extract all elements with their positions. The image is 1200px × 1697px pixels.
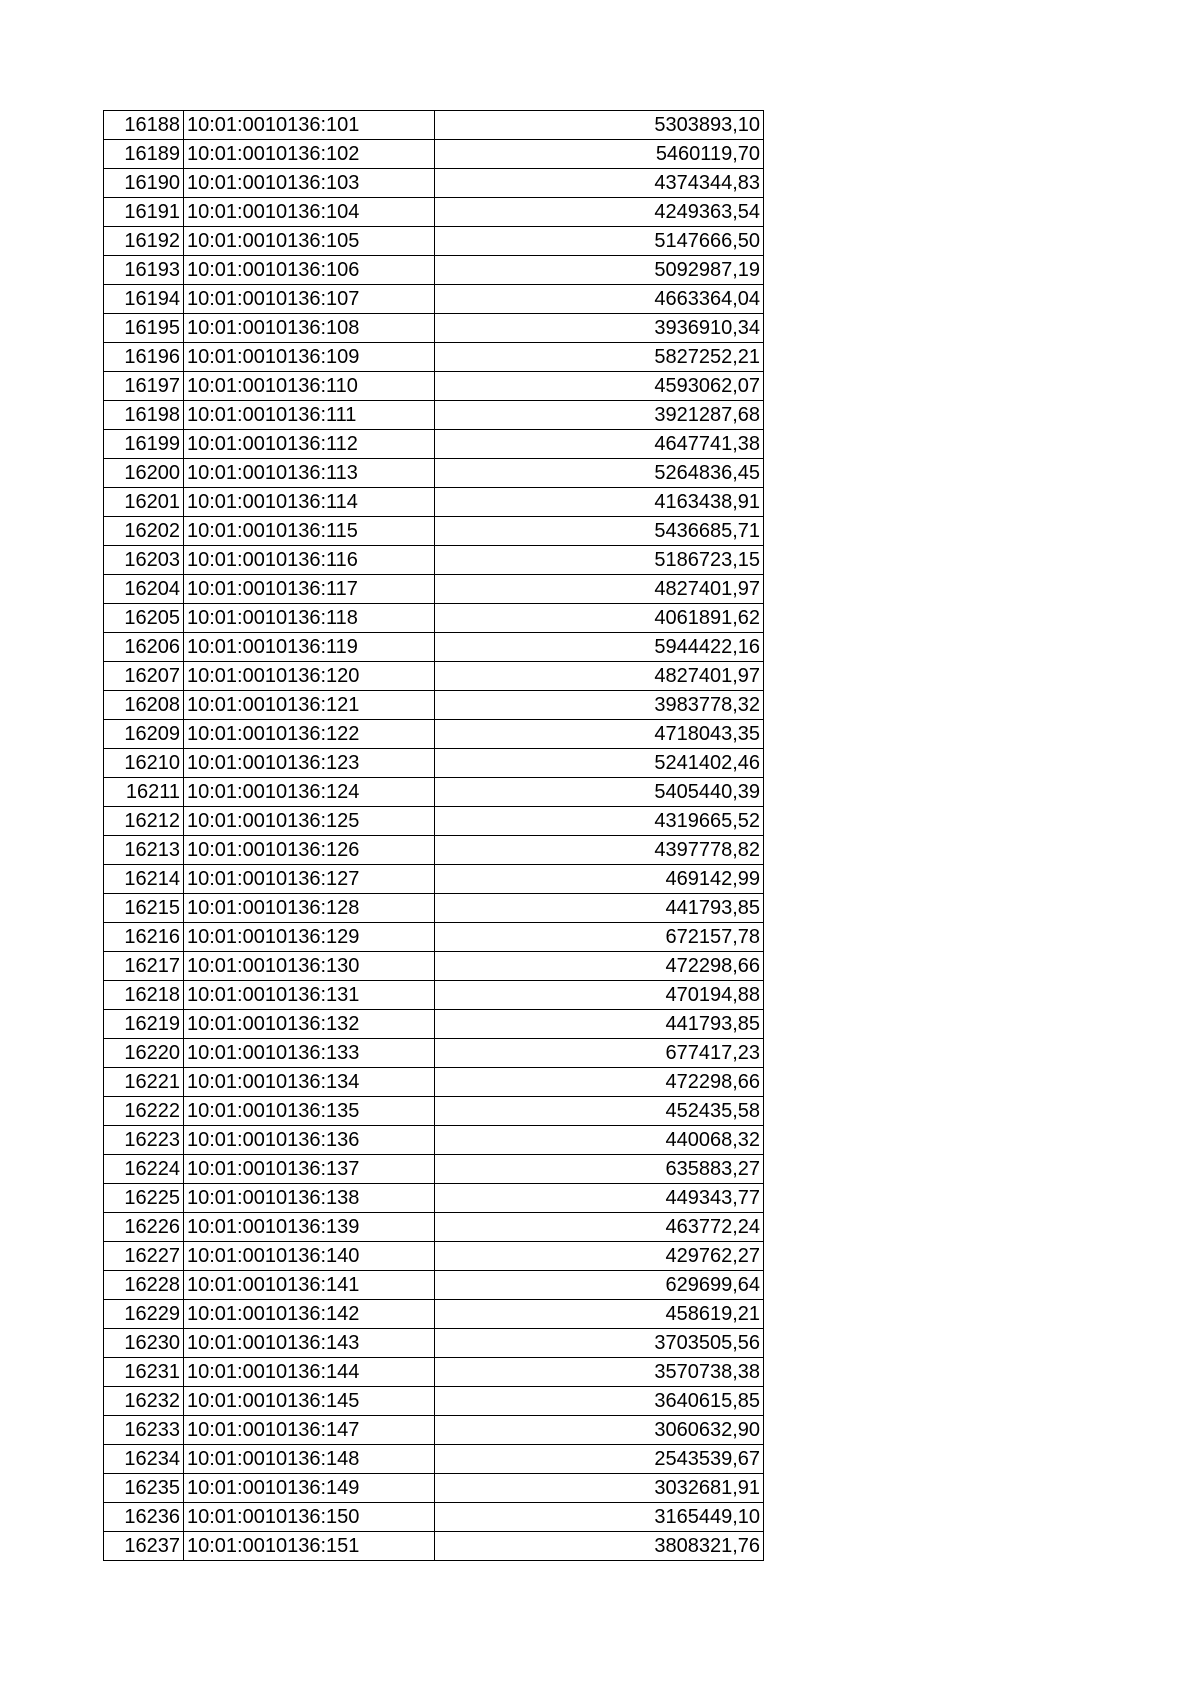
cadastral-number-cell: 10:01:0010136:142 xyxy=(184,1300,435,1329)
value-cell: 4593062,07 xyxy=(435,372,764,401)
cadastral-number-cell: 10:01:0010136:116 xyxy=(184,546,435,575)
value-cell: 3921287,68 xyxy=(435,401,764,430)
value-cell: 458619,21 xyxy=(435,1300,764,1329)
row-number-cell: 16237 xyxy=(104,1532,184,1561)
row-number-cell: 16223 xyxy=(104,1126,184,1155)
row-number-cell: 16228 xyxy=(104,1271,184,1300)
value-cell: 3640615,85 xyxy=(435,1387,764,1416)
row-number-cell: 16189 xyxy=(104,140,184,169)
cadastral-number-cell: 10:01:0010136:150 xyxy=(184,1503,435,1532)
value-cell: 3808321,76 xyxy=(435,1532,764,1561)
table-row xyxy=(104,836,764,865)
table-row xyxy=(104,1068,764,1097)
table-row xyxy=(104,575,764,604)
table-row xyxy=(104,633,764,662)
value-cell: 5303893,10 xyxy=(435,111,764,140)
table-row xyxy=(104,169,764,198)
table-row xyxy=(104,285,764,314)
value-cell: 4249363,54 xyxy=(435,198,764,227)
cadastral-number-cell: 10:01:0010136:139 xyxy=(184,1213,435,1242)
value-cell: 429762,27 xyxy=(435,1242,764,1271)
table-row xyxy=(104,1532,764,1561)
cadastral-number-cell: 10:01:0010136:136 xyxy=(184,1126,435,1155)
cadastral-number-cell: 10:01:0010136:134 xyxy=(184,1068,435,1097)
value-cell: 5827252,21 xyxy=(435,343,764,372)
cadastral-number-cell: 10:01:0010136:114 xyxy=(184,488,435,517)
row-number-cell: 16200 xyxy=(104,459,184,488)
value-cell: 3032681,91 xyxy=(435,1474,764,1503)
cadastral-number-cell: 10:01:0010136:120 xyxy=(184,662,435,691)
value-cell: 5147666,50 xyxy=(435,227,764,256)
value-cell: 5092987,19 xyxy=(435,256,764,285)
cadastral-number-cell: 10:01:0010136:115 xyxy=(184,517,435,546)
value-cell: 470194,88 xyxy=(435,981,764,1010)
row-number-cell: 16194 xyxy=(104,285,184,314)
row-number-cell: 16226 xyxy=(104,1213,184,1242)
table-body xyxy=(104,111,764,1561)
table-row xyxy=(104,1097,764,1126)
value-cell: 463772,24 xyxy=(435,1213,764,1242)
row-number-cell: 16192 xyxy=(104,227,184,256)
table-row xyxy=(104,1039,764,1068)
table-row xyxy=(104,662,764,691)
row-number-cell: 16221 xyxy=(104,1068,184,1097)
table-row xyxy=(104,1155,764,1184)
row-number-cell: 16202 xyxy=(104,517,184,546)
table-row xyxy=(104,865,764,894)
value-cell: 3936910,34 xyxy=(435,314,764,343)
table-row xyxy=(104,981,764,1010)
value-cell: 452435,58 xyxy=(435,1097,764,1126)
cadastral-number-cell: 10:01:0010136:127 xyxy=(184,865,435,894)
value-cell: 472298,66 xyxy=(435,1068,764,1097)
value-cell: 4319665,52 xyxy=(435,807,764,836)
row-number-cell: 16210 xyxy=(104,749,184,778)
row-number-cell: 16203 xyxy=(104,546,184,575)
cadastral-number-cell: 10:01:0010136:129 xyxy=(184,923,435,952)
cadastral-number-cell: 10:01:0010136:133 xyxy=(184,1039,435,1068)
value-cell: 672157,78 xyxy=(435,923,764,952)
value-cell: 5405440,39 xyxy=(435,778,764,807)
value-cell: 4163438,91 xyxy=(435,488,764,517)
cadastral-number-cell: 10:01:0010136:110 xyxy=(184,372,435,401)
value-cell: 441793,85 xyxy=(435,1010,764,1039)
value-cell: 4663364,04 xyxy=(435,285,764,314)
row-number-cell: 16217 xyxy=(104,952,184,981)
value-cell: 469142,99 xyxy=(435,865,764,894)
cadastral-number-cell: 10:01:0010136:151 xyxy=(184,1532,435,1561)
table-row xyxy=(104,1213,764,1242)
table-row xyxy=(104,430,764,459)
value-cell: 3165449,10 xyxy=(435,1503,764,1532)
row-number-cell: 16205 xyxy=(104,604,184,633)
table-row xyxy=(104,1329,764,1358)
row-number-cell: 16196 xyxy=(104,343,184,372)
table-row xyxy=(104,372,764,401)
table-row xyxy=(104,517,764,546)
row-number-cell: 16235 xyxy=(104,1474,184,1503)
value-cell: 4827401,97 xyxy=(435,575,764,604)
cadastral-number-cell: 10:01:0010136:117 xyxy=(184,575,435,604)
table-row xyxy=(104,778,764,807)
row-number-cell: 16216 xyxy=(104,923,184,952)
table-row xyxy=(104,691,764,720)
row-number-cell: 16232 xyxy=(104,1387,184,1416)
row-number-cell: 16209 xyxy=(104,720,184,749)
row-number-cell: 16225 xyxy=(104,1184,184,1213)
value-cell: 3570738,38 xyxy=(435,1358,764,1387)
data-table xyxy=(103,110,764,1561)
table-row xyxy=(104,1416,764,1445)
cadastral-number-cell: 10:01:0010136:130 xyxy=(184,952,435,981)
table-row xyxy=(104,894,764,923)
cadastral-number-cell: 10:01:0010136:138 xyxy=(184,1184,435,1213)
value-cell: 440068,32 xyxy=(435,1126,764,1155)
row-number-cell: 16199 xyxy=(104,430,184,459)
value-cell: 472298,66 xyxy=(435,952,764,981)
value-cell: 5944422,16 xyxy=(435,633,764,662)
table-row xyxy=(104,459,764,488)
value-cell: 5436685,71 xyxy=(435,517,764,546)
table-row xyxy=(104,546,764,575)
cadastral-number-cell: 10:01:0010136:123 xyxy=(184,749,435,778)
value-cell: 441793,85 xyxy=(435,894,764,923)
row-number-cell: 16198 xyxy=(104,401,184,430)
row-number-cell: 16215 xyxy=(104,894,184,923)
value-cell: 2543539,67 xyxy=(435,1445,764,1474)
row-number-cell: 16233 xyxy=(104,1416,184,1445)
table-row xyxy=(104,1387,764,1416)
row-number-cell: 16211 xyxy=(104,778,184,807)
cadastral-number-cell: 10:01:0010136:119 xyxy=(184,633,435,662)
value-cell: 4827401,97 xyxy=(435,662,764,691)
row-number-cell: 16206 xyxy=(104,633,184,662)
row-number-cell: 16204 xyxy=(104,575,184,604)
value-cell: 4061891,62 xyxy=(435,604,764,633)
row-number-cell: 16234 xyxy=(104,1445,184,1474)
cadastral-number-cell: 10:01:0010136:147 xyxy=(184,1416,435,1445)
row-number-cell: 16231 xyxy=(104,1358,184,1387)
row-number-cell: 16224 xyxy=(104,1155,184,1184)
table-row xyxy=(104,111,764,140)
cadastral-number-cell: 10:01:0010136:108 xyxy=(184,314,435,343)
cadastral-number-cell: 10:01:0010136:125 xyxy=(184,807,435,836)
table-row xyxy=(104,488,764,517)
cadastral-number-cell: 10:01:0010136:128 xyxy=(184,894,435,923)
row-number-cell: 16207 xyxy=(104,662,184,691)
row-number-cell: 16220 xyxy=(104,1039,184,1068)
table-row xyxy=(104,923,764,952)
table-row xyxy=(104,749,764,778)
row-number-cell: 16218 xyxy=(104,981,184,1010)
table-row xyxy=(104,1242,764,1271)
table-row xyxy=(104,256,764,285)
table-row xyxy=(104,1300,764,1329)
value-cell: 3983778,32 xyxy=(435,691,764,720)
cadastral-number-cell: 10:01:0010136:106 xyxy=(184,256,435,285)
cadastral-number-cell: 10:01:0010136:132 xyxy=(184,1010,435,1039)
value-cell: 4397778,82 xyxy=(435,836,764,865)
table-row xyxy=(104,343,764,372)
cadastral-number-cell: 10:01:0010136:148 xyxy=(184,1445,435,1474)
cadastral-number-cell: 10:01:0010136:143 xyxy=(184,1329,435,1358)
cadastral-number-cell: 10:01:0010136:111 xyxy=(184,401,435,430)
row-number-cell: 16222 xyxy=(104,1097,184,1126)
value-cell: 5264836,45 xyxy=(435,459,764,488)
table-row xyxy=(104,807,764,836)
table-row xyxy=(104,1445,764,1474)
row-number-cell: 16227 xyxy=(104,1242,184,1271)
cadastral-number-cell: 10:01:0010136:112 xyxy=(184,430,435,459)
cadastral-number-cell: 10:01:0010136:124 xyxy=(184,778,435,807)
row-number-cell: 16191 xyxy=(104,198,184,227)
row-number-cell: 16219 xyxy=(104,1010,184,1039)
row-number-cell: 16197 xyxy=(104,372,184,401)
value-cell: 449343,77 xyxy=(435,1184,764,1213)
table-row xyxy=(104,1358,764,1387)
cadastral-number-cell: 10:01:0010136:141 xyxy=(184,1271,435,1300)
row-number-cell: 16212 xyxy=(104,807,184,836)
table-row xyxy=(104,1503,764,1532)
row-number-cell: 16236 xyxy=(104,1503,184,1532)
cadastral-number-cell: 10:01:0010136:113 xyxy=(184,459,435,488)
table-row xyxy=(104,952,764,981)
cadastral-number-cell: 10:01:0010136:107 xyxy=(184,285,435,314)
row-number-cell: 16208 xyxy=(104,691,184,720)
row-number-cell: 16188 xyxy=(104,111,184,140)
value-cell: 5460119,70 xyxy=(435,140,764,169)
table-row xyxy=(104,314,764,343)
cadastral-number-cell: 10:01:0010136:118 xyxy=(184,604,435,633)
table-row xyxy=(104,1126,764,1155)
row-number-cell: 16193 xyxy=(104,256,184,285)
table-row xyxy=(104,1474,764,1503)
cadastral-number-cell: 10:01:0010136:103 xyxy=(184,169,435,198)
value-cell: 3703505,56 xyxy=(435,1329,764,1358)
cadastral-number-cell: 10:01:0010136:109 xyxy=(184,343,435,372)
table-row xyxy=(104,227,764,256)
value-cell: 3060632,90 xyxy=(435,1416,764,1445)
value-cell: 677417,23 xyxy=(435,1039,764,1068)
table-row xyxy=(104,1271,764,1300)
cadastral-number-cell: 10:01:0010136:102 xyxy=(184,140,435,169)
row-number-cell: 16213 xyxy=(104,836,184,865)
table-row xyxy=(104,1184,764,1213)
cadastral-number-cell: 10:01:0010136:104 xyxy=(184,198,435,227)
table-row xyxy=(104,720,764,749)
value-cell: 4374344,83 xyxy=(435,169,764,198)
cadastral-number-cell: 10:01:0010136:135 xyxy=(184,1097,435,1126)
row-number-cell: 16229 xyxy=(104,1300,184,1329)
table-row xyxy=(104,1010,764,1039)
row-number-cell: 16190 xyxy=(104,169,184,198)
cadastral-number-cell: 10:01:0010136:121 xyxy=(184,691,435,720)
cadastral-number-cell: 10:01:0010136:101 xyxy=(184,111,435,140)
cadastral-number-cell: 10:01:0010136:122 xyxy=(184,720,435,749)
row-number-cell: 16195 xyxy=(104,314,184,343)
cadastral-number-cell: 10:01:0010136:144 xyxy=(184,1358,435,1387)
cadastral-number-cell: 10:01:0010136:145 xyxy=(184,1387,435,1416)
row-number-cell: 16201 xyxy=(104,488,184,517)
value-cell: 4647741,38 xyxy=(435,430,764,459)
row-number-cell: 16214 xyxy=(104,865,184,894)
table-row xyxy=(104,401,764,430)
table-row xyxy=(104,198,764,227)
cadastral-number-cell: 10:01:0010136:137 xyxy=(184,1155,435,1184)
table-row xyxy=(104,604,764,633)
value-cell: 635883,27 xyxy=(435,1155,764,1184)
cadastral-number-cell: 10:01:0010136:131 xyxy=(184,981,435,1010)
value-cell: 629699,64 xyxy=(435,1271,764,1300)
value-cell: 5241402,46 xyxy=(435,749,764,778)
cadastral-number-cell: 10:01:0010136:126 xyxy=(184,836,435,865)
cadastral-number-cell: 10:01:0010136:105 xyxy=(184,227,435,256)
value-cell: 4718043,35 xyxy=(435,720,764,749)
table-row xyxy=(104,140,764,169)
row-number-cell: 16230 xyxy=(104,1329,184,1358)
value-cell: 5186723,15 xyxy=(435,546,764,575)
cadastral-number-cell: 10:01:0010136:149 xyxy=(184,1474,435,1503)
cadastral-number-cell: 10:01:0010136:140 xyxy=(184,1242,435,1271)
